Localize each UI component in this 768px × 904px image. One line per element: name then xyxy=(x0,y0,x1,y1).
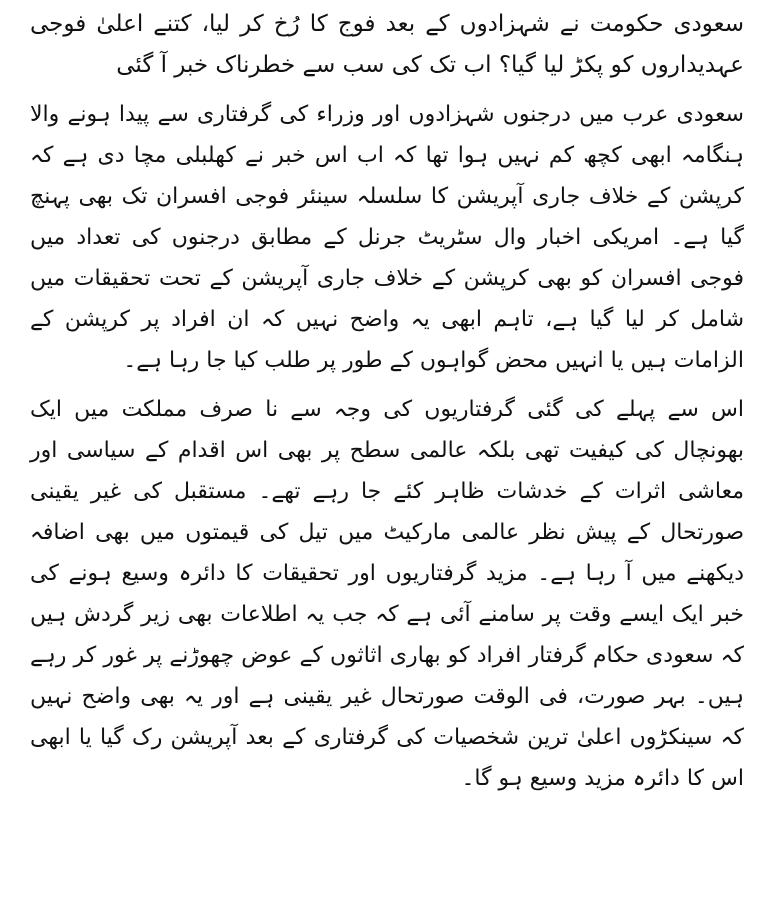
headline: سعودی حکومت نے شہزادوں کے بعد فوج کا رُخ کر لیا، کتنے اعلیٰ فوجی عہدیداروں کو پکڑ لیا گیا؟ اب تک کی سب سے خطرناک خبر آ گئی xyxy=(30,11,744,78)
article xyxy=(30,4,744,807)
paragraph-1: سعودی عرب میں درجنوں شہزادوں اور وزراء کی گرفتاری سے پیدا ہونے والا ہنگامہ ابھی کچھ کم نہیں ہوا تھا کہ اب اس خبر نے کھلبلی مچا دی ہے کہ کرپشن کے خلاف جاری آپریشن کا سلسلہ سینئر فوجی افسران تک بھی پہنچ گیا ہے۔ امریکی اخبار وال سٹریٹ جرنل کے مطابق درجنوں کی تعداد میں فوجی افسران کو بھی کرپشن کے خلاف جاری آپریشن کے تحت تحقیقات میں شامل کر لیا گیا ہے، تاہم ابھی یہ واضح نہیں کہ ان افراد پر کرپشن کے الزامات ہیں یا انہیں محض گواہوں کے طور پر طلب کیا جا رہا ہے۔ xyxy=(30,102,744,373)
paragraph-2: اس سے پہلے کی گئی گرفتاریوں کی وجہ سے نا صرف مملکت میں ایک بھونچال کی کیفیت تھی بلکہ عالمی سطح پر بھی اس اقدام کے سیاسی اور معاشی اثرات کے خدشات ظاہر کئے جا رہے تھے۔ مستقبل کی غیر یقینی صورتحال کے پیش نظر عالمی مارکیٹ میں تیل کی قیمتوں میں بھی اضافہ دیکھنے میں آ رہا ہے۔ مزید گرفتاریوں اور تحقیقات کا دائرہ وسیع ہونے کی خبر ایک ایسے وقت پر سامنے آئی ہے کہ جب یہ اطلاعات بھی زیر گردش ہیں کہ سعودی حکام گرفتار افراد کو بھاری اثاثوں کے عوض چھوڑنے پر غور کر رہے ہیں۔ بہر صورت، فی الوقت صورتحال غیر یقینی ہے اور یہ بھی واضح نہیں کہ سینکڑوں اعلیٰ ترین شخصیات کی گرفتاری کے بعد آپریشن رک گیا یا ابھی اس کا دائرہ مزید وسیع ہو گا۔ xyxy=(30,397,744,791)
